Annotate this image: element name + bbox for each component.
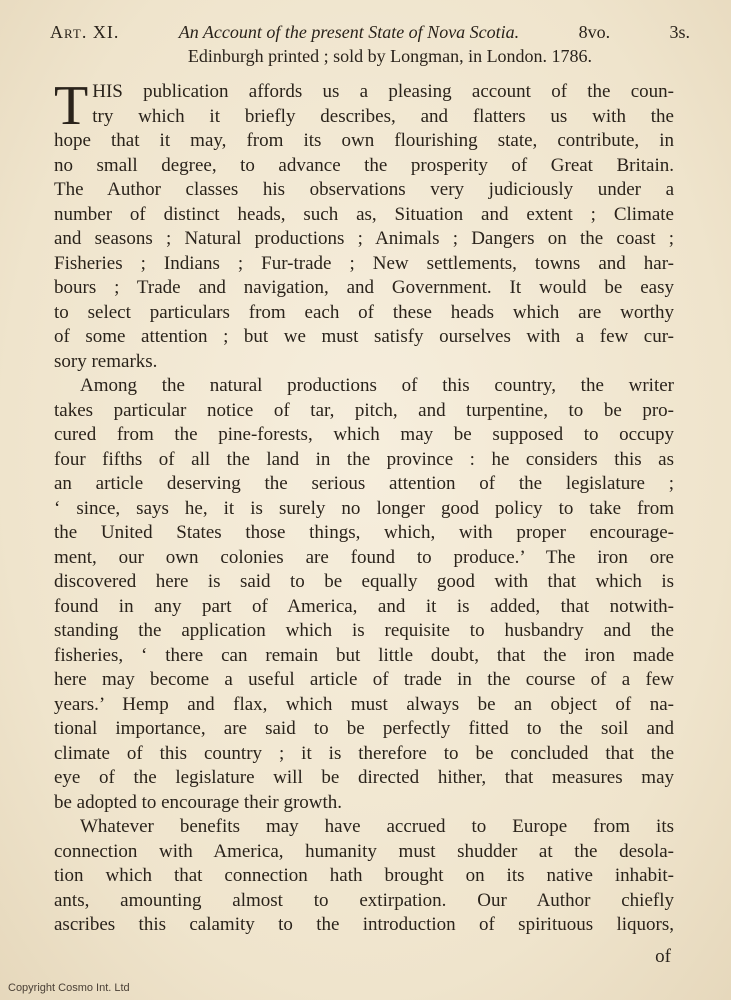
text-line: of some attention ; but we must satisfy ourselves with a few cur-	[54, 326, 674, 347]
text-line: here may become a useful article of trade in the course of a few	[54, 669, 674, 690]
catchword: of	[655, 946, 671, 967]
text-line: bours ; Trade and navigation, and Government. It would be easy	[54, 277, 674, 298]
text-line: no small degree, to advance the prosperity of Great Britain.	[54, 154, 674, 176]
article-price: 3s.	[669, 22, 690, 42]
text-line: takes particular notice of tar, pitch, and turpentine, to be pro-	[54, 399, 674, 421]
paragraph-3	[54, 815, 674, 938]
paragraph-1	[54, 75, 674, 374]
text-line: an article deserving the serious attention of the legislature ;	[54, 473, 674, 494]
text-line: sory remarks.	[54, 350, 158, 372]
text-line: Fisheries ; Indians ; Fur-trade ; New settlements, towns and har-	[54, 252, 674, 274]
text-line: hope that it may, from its own flourishing state, contribute, in	[54, 130, 674, 151]
article-imprint: Edinburgh printed ; sold by Longman, in London. 1786.	[187, 46, 593, 66]
text-line: number of distinct heads, such as, Situation and extent ; Climate	[54, 203, 674, 225]
paragraph-2	[54, 374, 674, 815]
text-line: tion which that connection hath brought on its native inhabit-	[54, 865, 674, 886]
text-line: be adopted to encourage their growth.	[54, 791, 343, 813]
article-format: 8vo.	[578, 22, 611, 42]
text-line: ‘ since, says he, it is surely no longer good policy to take from	[54, 497, 674, 519]
article-title: An Account of the present State of Nova Scotia.	[178, 22, 520, 42]
article-number: Art. XI.	[50, 22, 120, 42]
text-line: fisheries, ‘ there can remain but little doubt, that the iron made	[54, 644, 674, 666]
article-header	[50, 20, 690, 68]
text-line: standing the application which is requisite to husbandry and the	[54, 620, 674, 641]
text-line: ment, our own colonies are found to produce.’ The iron ore	[54, 546, 674, 568]
text-line: to select particulars from each of these heads which are worthy	[54, 301, 674, 323]
text-line: the United States those things, which, with proper encourage-	[54, 522, 674, 543]
text-line: Among the natural productions of this country, the writer	[80, 375, 674, 396]
text-line: eye of the legislature will be directed hither, that measures may	[54, 767, 674, 788]
text-line: found in any part of America, and it is added, that notwith-	[54, 595, 674, 617]
text-line: try which it briefly describes, and flatters us with the	[92, 105, 674, 127]
text-line: HIS publication affords us a pleasing account of the coun-	[92, 81, 674, 102]
text-line: ants, amounting almost to extirpation. Our Author chiefly	[54, 889, 674, 911]
text-line: ascribes this calamity to the introduction of spirituous liquors,	[54, 914, 674, 935]
text-line: discovered here is said to be equally good with that which is	[54, 571, 674, 592]
text-line: connection with America, humanity must shudder at the desola-	[54, 840, 674, 862]
text-line: years.’ Hemp and flax, which must always be an object of na-	[54, 693, 674, 715]
text-line: and seasons ; Natural productions ; Animals ; Dangers on the coast ;	[54, 228, 674, 249]
text-line: cured from the pine-forests, which may be supposed to occupy	[54, 424, 674, 445]
text-line: tional importance, are said to be perfectly fitted to the soil and	[54, 718, 674, 739]
text-line: four fifths of all the land in the province : he considers this as	[54, 448, 674, 470]
text-line: Whatever benefits may have accrued to Europe from its	[80, 816, 674, 837]
drop-cap: T	[54, 75, 89, 137]
copyright-watermark: Copyright Cosmo Int. Ltd	[8, 982, 130, 994]
text-line: The Author classes his observations very judiciously under a	[54, 179, 674, 200]
article-body	[54, 75, 674, 938]
text-line: climate of this country ; it is therefore to be concluded that the	[54, 742, 674, 764]
